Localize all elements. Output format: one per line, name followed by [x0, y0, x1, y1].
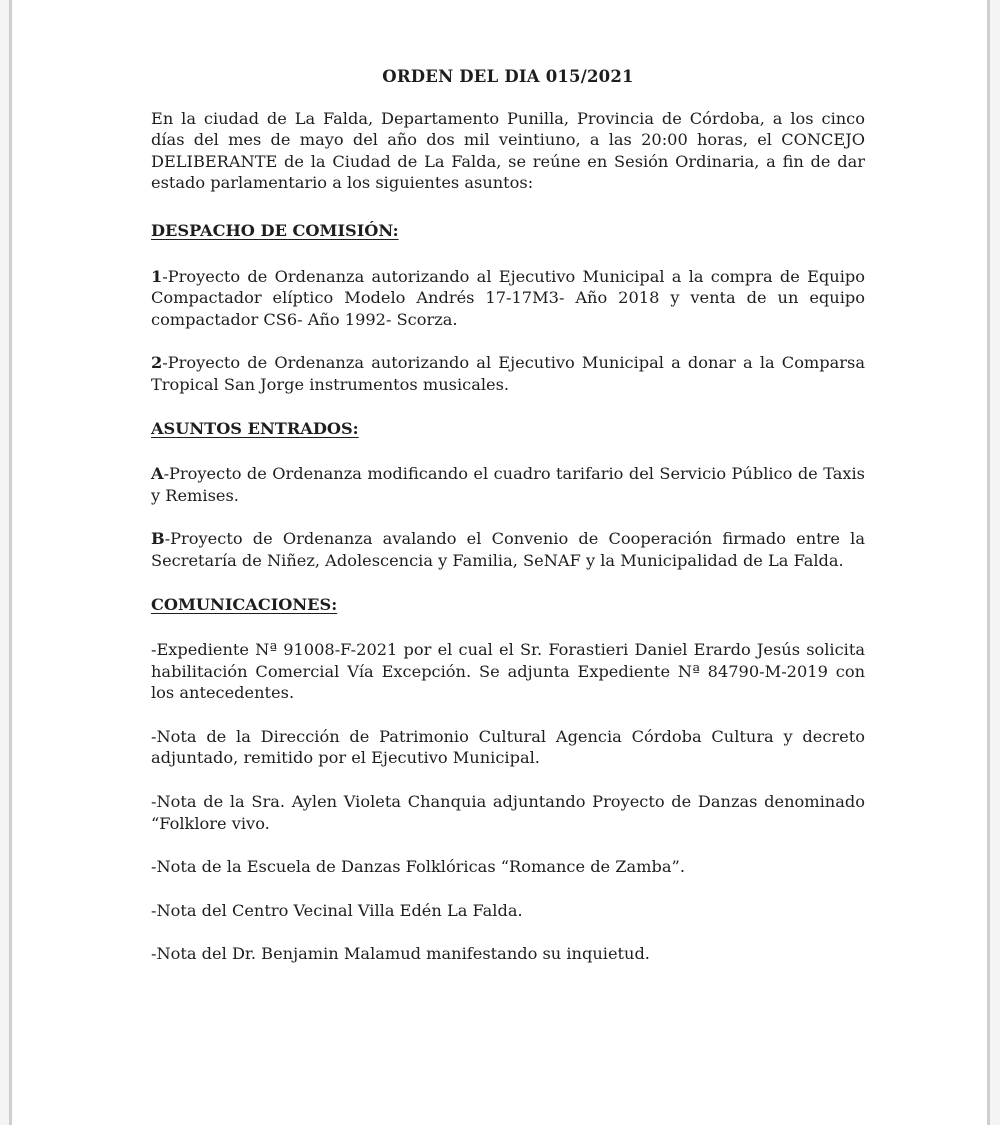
item-letter: B: [151, 529, 165, 549]
item-number: 1: [151, 266, 163, 286]
section-heading-asuntos: ASUNTOS ENTRADOS:: [151, 418, 359, 438]
comunicacion-item: -Nota del Centro Vecinal Villa Edén La Falda.: [151, 900, 523, 920]
comunicacion-item: -Nota de la Dirección de Patrimonio Cultural Agencia Córdoba Cultura y decreto adjuntado, remitido por el Ejecutivo Municipal.: [151, 726, 865, 768]
document-page: [9, 0, 990, 1125]
asunto-item: [151, 528, 865, 571]
asunto-item: [151, 463, 865, 506]
section-heading-despacho: DESPACHO DE COMISIÓN:: [151, 220, 399, 240]
comunicacion-item: -Expediente Nª 91008-F-2021 por el cual el Sr. Forastieri Daniel Erardo Jesús solicita habilitación Comercial Vía Excepción. Se adjunta Expediente Nª 84790-M-2019 con los antecedentes.: [151, 640, 865, 703]
despacho-item: [151, 266, 865, 331]
item-text: -Proyecto de Ordenanza modificando el cuadro tarifario del Servicio Público de Taxis y Remises.: [151, 464, 865, 505]
despacho-item: [151, 352, 865, 395]
item-text: -Proyecto de Ordenanza autorizando al Ejecutivo Municipal a donar a la Comparsa Tropical San Jorge instrumentos musicales.: [151, 353, 865, 394]
item-number: 2: [151, 353, 163, 373]
item-letter: A: [151, 464, 164, 484]
comunicacion-item: -Nota del Dr. Benjamin Malamud manifestando su inquietud.: [151, 944, 650, 964]
item-text: -Proyecto de Ordenanza autorizando al Ejecutivo Municipal a la compra de Equipo Compactador elíptico Modelo Andrés 17-17M3- Año 2018 y venta de un equipo compactador CS6- Año 1992- Scorza.: [151, 266, 865, 329]
comunicacion-item: -Nota de la Escuela de Danzas Folklóricas “Romance de Zamba”.: [151, 857, 685, 877]
comunicacion-item: -Nota de la Sra. Aylen Violeta Chanquia adjuntando Proyecto de Danzas denominado “Folklore vivo.: [151, 792, 865, 833]
intro-paragraph: En la ciudad de La Falda, Departamento Punilla, Provincia de Córdoba, a los cinco días del mes de mayo del año dos mil veintiuno, a las 20:00 horas, el CONCEJO DELIBERANTE de la Ciudad de La Falda, se reúne en Sesión Ordinaria, a fin de dar estado parlamentario a los siguientes asuntos:: [151, 108, 865, 193]
item-text: -Proyecto de Ordenanza avalando el Convenio de Cooperación firmado entre la Secretaría de Niñez, Adolescencia y Familia, SeNAF y la Municipalidad de La Falda.: [151, 529, 865, 570]
section-heading-comunicaciones: COMUNICACIONES:: [151, 594, 338, 614]
document-content: [151, 66, 865, 987]
document-title: ORDEN DEL DIA 015/2021: [382, 67, 634, 86]
